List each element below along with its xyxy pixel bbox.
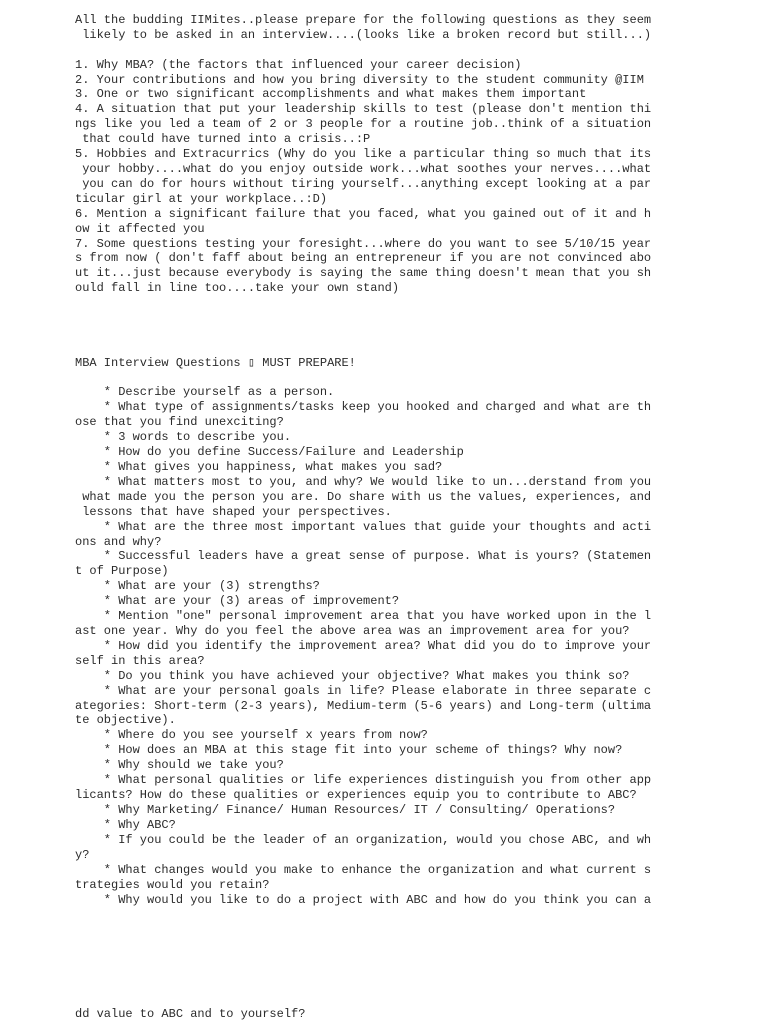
question-line: 2. Your contributions and how you bring diversity to the student community @IIM — [75, 73, 644, 87]
question-line: ticular girl at your workplace..:D) — [75, 192, 328, 206]
question-line: ould fall in line too....take your own stand) — [75, 281, 400, 295]
list-line: * What are the three most important values that guide your thoughts and acti — [75, 520, 652, 534]
list-line: * What type of assignments/tasks keep you hooked and charged and what are th — [75, 400, 652, 414]
list-line: * What are your (3) strengths? — [75, 579, 320, 593]
list-line: self in this area? — [75, 654, 205, 668]
list-line: t of Purpose) — [75, 564, 169, 578]
list-line: * How do you define Success/Failure and Leadership — [75, 445, 464, 459]
list-line: * Why ABC? — [75, 818, 176, 832]
list-line: * How did you identify the improvement area? What did you do to improve your — [75, 639, 652, 653]
list-line: y? — [75, 848, 90, 862]
question-line: your hobby....what do you enjoy outside work...what soothes your nerves....what — [75, 162, 652, 176]
list-line: ose that you find unexciting? — [75, 415, 284, 429]
list-line: ons and why? — [75, 535, 162, 549]
question-line: 7. Some questions testing your foresight...where do you want to see 5/10/15 year — [75, 237, 652, 251]
question-line: s from now ( don't faff about being an entrepreneur if you are not convinced abo — [75, 251, 652, 265]
list-line: * What changes would you make to enhance the organization and what current s — [75, 863, 652, 877]
list-line: * Describe yourself as a person. — [75, 385, 335, 399]
list-line: * If you could be the leader of an organization, would you chose ABC, and wh — [75, 833, 652, 847]
list-line: * What are your (3) areas of improvement? — [75, 594, 400, 608]
list-line: * Why should we take you? — [75, 758, 284, 772]
intro-line: likely to be asked in an interview....(looks like a broken record but still...) — [75, 28, 652, 42]
list-line: * 3 words to describe you. — [75, 430, 292, 444]
question-line: ut it...just because everybody is saying the same thing doesn't mean that you sh — [75, 266, 652, 280]
footer-line: dd value to ABC and to yourself? — [75, 1007, 306, 1021]
list-line: * Mention "one" personal improvement area that you have worked upon in the l — [75, 609, 652, 623]
list-line: * Where do you see yourself x years from now? — [75, 728, 428, 742]
list-line: * Why would you like to do a project with ABC and how do you think you can a — [75, 893, 652, 907]
question-line: 3. One or two significant accomplishments and what makes them important — [75, 87, 587, 101]
list-line: * What gives you happiness, what makes you sad? — [75, 460, 443, 474]
list-line: lessons that have shaped your perspectives. — [75, 505, 392, 519]
list-line: * Do you think you have achieved your objective? What makes you think so? — [75, 669, 630, 683]
list-line: * Successful leaders have a great sense of purpose. What is yours? (Statemen — [75, 549, 652, 563]
section-title: MBA Interview Questions ▯ MUST PREPARE! — [75, 356, 356, 370]
list-line: licants? How do these qualities or experiences equip you to contribute to ABC? — [75, 788, 637, 802]
list-line: * What personal qualities or life experiences distinguish you from other app — [75, 773, 652, 787]
list-line: ast one year. Why do you feel the above area was an improvement area for you? — [75, 624, 630, 638]
question-line: 5. Hobbies and Extracurrics (Why do you like a particular thing so much that its — [75, 147, 652, 161]
list-line: * What are your personal goals in life? Please elaborate in three separate c — [75, 684, 652, 698]
question-line: that could have turned into a crisis..:P — [75, 132, 371, 146]
question-line: ngs like you led a team of 2 or 3 people for a routine job..think of a situation — [75, 117, 652, 131]
question-line: ow it affected you — [75, 222, 205, 236]
question-line: 1. Why MBA? (the factors that influenced your career decision) — [75, 58, 522, 72]
list-line: trategies would you retain? — [75, 878, 270, 892]
list-line: te objective). — [75, 713, 176, 727]
intro-line: All the budding IIMites..please prepare for the following questions as they seem — [75, 13, 652, 27]
list-line: ategories: Short-term (2-3 years), Medium-term (5-6 years) and Long-term (ultima — [75, 699, 652, 713]
question-line: 4. A situation that put your leadership skills to test (please don't mention thi — [75, 102, 652, 116]
question-line: you can do for hours without tiring yourself...anything except looking at a par — [75, 177, 652, 191]
list-line: * How does an MBA at this stage fit into your scheme of things? Why now? — [75, 743, 623, 757]
list-line: what made you the person you are. Do share with us the values, experiences, and — [75, 490, 652, 504]
list-line: * What matters most to you, and why? We would like to un...derstand from you — [75, 475, 652, 489]
question-line: 6. Mention a significant failure that you faced, what you gained out of it and h — [75, 207, 652, 221]
list-line: * Why Marketing/ Finance/ Human Resources/ IT / Consulting/ Operations? — [75, 803, 616, 817]
